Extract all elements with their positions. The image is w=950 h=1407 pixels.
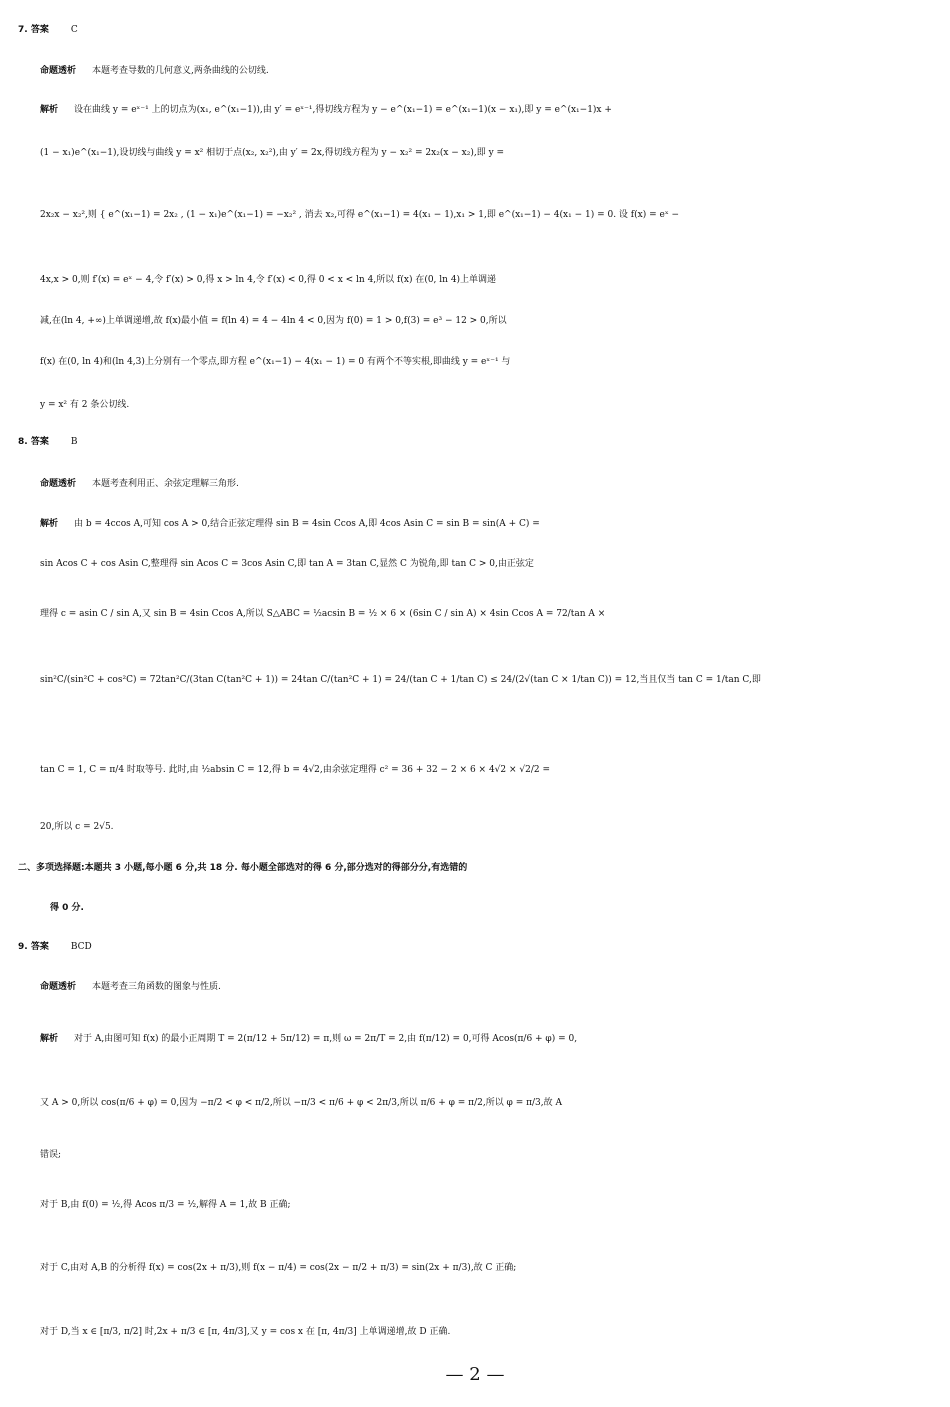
q7-insight-label: 命题透析 (40, 66, 77, 76)
q9-answer: BCD (70, 942, 92, 952)
q7-answer-row (18, 18, 950, 42)
section-2-heading-cont: 得 0 分. (50, 903, 84, 913)
q8-line-5: tan C = 1, C = π/4 时取等号. 此时,由 ½absin C = 12,得 b = 4√2,由余弦定理得 c² = 36 + 32 − 2 × 6 × 4√2 × √2/2 = (40, 765, 551, 775)
q9-answer-label: 9. 答案 (18, 942, 49, 952)
section-2-heading: 二、多项选择题:本题共 3 小题,每小题 6 分,共 18 分. 每小题全部选对的得 6 分,部分选对的得部分分,有选错的 (18, 863, 468, 873)
q8-line-3: 理得 c = asin C / sin A,又 sin B = 4sin Ccos A,所以 S△ABC = ½acsin B = ½ × 6 × (6sin C / sin A) × 4sin Ccos A = 72/tan A × (40, 609, 606, 619)
q7-answer-label: 7. 答案 (18, 25, 49, 35)
q8-analysis-label: 解析 (40, 519, 59, 529)
q8-line-4: sin²C/(sin²C + cos²C) = 72tan²C/(3tan C(tan²C + 1)) = 24tan C/(tan²C + 1) = 24/(tan C + 1/tan C) ≤ 24/(2√(tan C × 1/tan C)) = 12,当且仅当 tan C = 1/tan C,即 (40, 675, 761, 685)
q9-answer-row (18, 935, 950, 959)
q7-line-6: f(x) 在(0, ln 4)和(ln 4,3)上分别有一个零点,即方程 e^(x₁−1) − 4(x₁ − 1) = 0 有两个不等实根,即曲线 y = eˣ⁻¹ 与 (40, 357, 511, 367)
q7-line-2: (1 − x₁)e^(x₁−1),设切线与曲线 y = x² 相切于点(x₂, x₂²),由 y′ = 2x,得切线方程为 y − x₂² = 2x₂(x − x₂),即 y = (40, 148, 505, 158)
q7-line-4: 4x,x > 0,则 f′(x) = eˣ − 4,令 f′(x) > 0,得 x > ln 4,令 f′(x) < 0,得 0 < x < ln 4,所以 f(x) 在(0, ln 4)上单调递 (40, 275, 497, 285)
q7-line-1: 设在曲线 y = eˣ⁻¹ 上的切点为(x₁, e^(x₁−1)),由 y′ = eˣ⁻¹,得切线方程为 y − e^(x₁−1) = e^(x₁−1)(x − x₁),即 y = e^(x₁−1)x + (74, 105, 612, 115)
q8-answer: B (70, 437, 78, 447)
q9-line-3: 错误; (40, 1150, 62, 1160)
q7-insight: 本题考查导数的几何意义,两条曲线的公切线. (92, 66, 269, 76)
page-number: — 2 — (445, 1364, 505, 1385)
q7-line-5: 减,在(ln 4, +∞)上单调递增,故 f(x)最小值 = f(ln 4) = 4 − 4ln 4 < 0,因为 f(0) = 1 > 0,f(3) = e³ − 12 > 0,所以 (40, 316, 507, 326)
q7-line-3: 2x₂x − x₂²,则 { e^(x₁−1) = 2x₂ , (1 − x₁)e^(x₁−1) = −x₂² , 消去 x₂,可得 e^(x₁−1) = 4(x₁ − 1),x₁ > 1,即 e^(x₁−1) − 4(x₁ − 1) = 0. 设 f(x) = eˣ − (40, 210, 680, 220)
q8-answer-label: 8. 答案 (18, 437, 49, 447)
q9-insight-label: 命题透析 (40, 982, 77, 992)
q7-line-7: y = x² 有 2 条公切线. (40, 400, 130, 410)
q9-line-2: 又 A > 0,所以 cos(π/6 + φ) = 0,因为 −π/2 < φ < π/2,所以 −π/3 < π/6 + φ < 2π/3,所以 π/6 + φ = π/2,所以 φ = π/3,故 A (40, 1098, 563, 1108)
q8-line-6: 20,所以 c = 2√5. (40, 822, 114, 832)
q7-answer: C (70, 25, 78, 35)
q8-insight: 本题考查利用正、余弦定理解三角形. (92, 479, 239, 489)
q9-insight: 本题考查三角函数的图象与性质. (92, 982, 221, 992)
q9-line-4: 对于 B,由 f(0) = ½,得 Acos π/3 = ½,解得 A = 1,故 B 正确; (40, 1200, 291, 1210)
q7-insight-row (40, 59, 950, 83)
q9-analysis-label: 解析 (40, 1034, 59, 1044)
q9-analysis-row (40, 1027, 950, 1051)
q8-answer-row (18, 430, 950, 454)
q7-analysis-label: 解析 (40, 105, 59, 115)
q8-line-2: sin Acos C + cos Asin C,整理得 sin Acos C = 3cos Asin C,即 tan A = 3tan C,显然 C 为锐角,即 tan C > 0,由正弦定 (40, 559, 534, 569)
q8-line-1: 由 b = 4ccos A,可知 cos A > 0,结合正弦定理得 sin B = 4sin Ccos A,即 4cos Asin C = sin B = sin(A + C) = (74, 519, 540, 529)
q9-line-1: 对于 A,由图可知 f(x) 的最小正周期 T = 2(π/12 + 5π/12) = π,则 ω = 2π/T = 2,由 f(π/12) = 0,可得 Acos(π/6 + φ) = 0, (74, 1034, 578, 1044)
q9-line-6: 对于 D,当 x ∈ [π/3, π/2] 时,2x + π/3 ∈ [π, 4π/3],又 y = cos x 在 [π, 4π/3] 上单调递增,故 D 正确. (40, 1327, 451, 1337)
q9-insight-row (40, 975, 950, 999)
q8-analysis-row (40, 512, 950, 536)
q8-insight-row (40, 472, 950, 496)
q9-line-5: 对于 C,由对 A,B 的分析得 f(x) = cos(2x + π/3),则 f(x − π/4) = cos(2x − π/2 + π/3) = sin(2x + π/3),故 C 正确; (40, 1263, 517, 1273)
q8-insight-label: 命题透析 (40, 479, 77, 489)
q7-analysis-row (40, 98, 950, 122)
